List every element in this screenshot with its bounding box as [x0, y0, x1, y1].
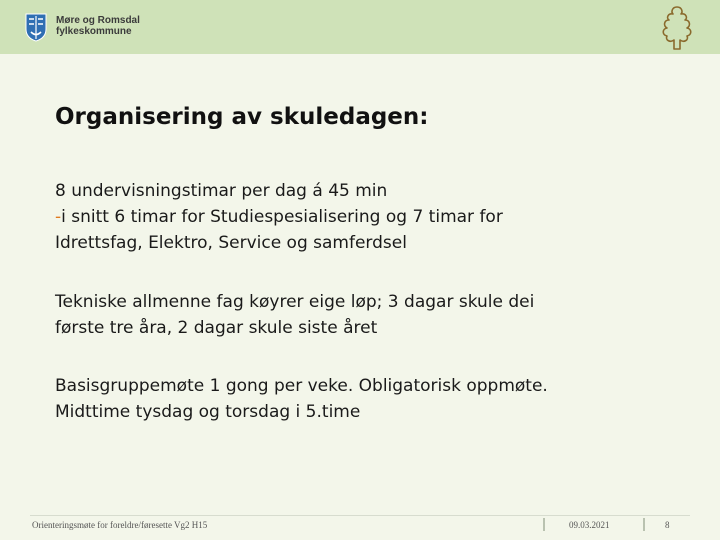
slide-title: Organisering av skuledagen: [55, 104, 429, 130]
footer-divider [30, 515, 690, 516]
footer-separator [543, 518, 545, 531]
text-line: Midttime tysdag og torsdag i 5.time [55, 402, 361, 422]
footer-separator [643, 518, 645, 531]
footer-date: 09.03.2021 [569, 520, 610, 530]
tree-icon [657, 4, 697, 52]
logo-line-1: Møre og Romsdal [56, 15, 140, 26]
paragraph-base-group [55, 373, 548, 425]
footer-caption: Orienteringsmøte for foreldre/føresette Vg2 H15 [32, 520, 208, 530]
coat-of-arms-icon [25, 13, 47, 42]
paragraph-lessons [55, 178, 503, 256]
logo-line-2: fylkeskommune [56, 26, 132, 37]
text-line: Tekniske allmenne fag køyrer eige løp; 3 dagar skule dei [55, 292, 535, 312]
text-line: 8 undervisningstimar per dag á 45 min [55, 181, 388, 201]
text-line: i snitt 6 timar for Studiespesialisering og 7 timar for [61, 207, 503, 227]
text-line: Basisgruppemøte 1 gong per veke. Obligatorisk oppmøte. [55, 376, 548, 396]
dash-marker: - [55, 207, 62, 227]
text-line: første tre åra, 2 dagar skule siste året [55, 318, 378, 338]
text-line: Idrettsfag, Elektro, Service og samferdsel [55, 233, 407, 253]
organisation-logo-text [56, 15, 140, 37]
paragraph-technical-subjects [55, 289, 534, 341]
header-band [0, 0, 720, 54]
page-number: 8 [665, 520, 670, 530]
